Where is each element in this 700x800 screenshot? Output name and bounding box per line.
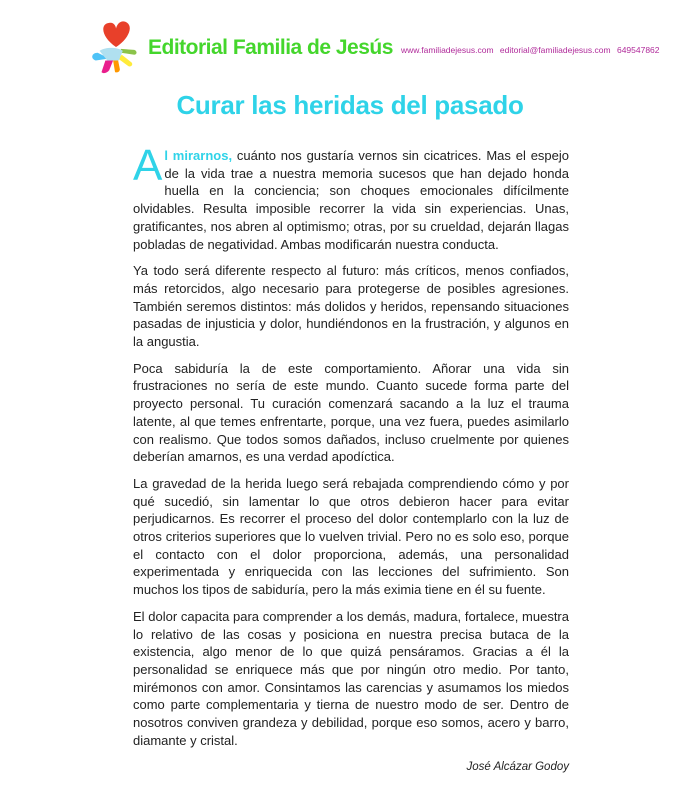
email-link[interactable]: editorial@familiadejesus.com: [499, 45, 611, 55]
phone-number: 649547862: [616, 45, 660, 55]
paragraph: El dolor capacita para comprender a los demás, madura, fortalece, muestra lo relativo de las cosas y posiciona en nuestra precisa butaca de la existencia, algo menor de lo que quizá pensáramos. Gracias a él la personalidad se enriquece más que por ningún otro medio. Por tanto, mirémonos con amor. Consintamos las carencias y asumamos los miedos como parte complementaria y tierna de nuestro modo de ser. Dentro de nosotros conviven grandeza y debilidad, porque eso somos, acero y barro, diamante y cristal.: [133, 608, 569, 748]
paragraph-text: cuánto nos gustaría vernos sin cicatrices. Mas el espejo de la vida trae a nuestra memoria sucesos que han dejado honda huella en la conciencia; son choques emocionales difícilmente olvidables. Resulta imposible recorrer la vida sin experiencias. Unas, gratificantes, nos abren al optimismo; otras, por su crueldad, dejarán llagas pobladas de negatividad. Ambas modificarán nuestra conducta.: [133, 148, 569, 252]
brand-name: Editorial Familia de Jesús: [148, 36, 393, 59]
dropcap: A: [133, 141, 163, 190]
logo-heart-hand-icon: [88, 18, 144, 74]
lead-words: l mirarnos,: [164, 148, 233, 163]
article-title: Curar las heridas del pasado: [176, 90, 524, 120]
paragraph: Poca sabiduría la de este comportamiento. Añorar una vida sin frustraciones no sería de este mundo. Cuanto sucede forma parte del proyecto personal. Tu curación comenzará sacando a la luz el trauma latente, al que temes enfrentarte, porque, una vez fuera, puedes asimilarlo con realismo. Que todos somos dañados, incluso cruelmente por quienes deberían amarnos, es una verdad apodíctica.: [133, 360, 569, 465]
paragraph: La gravedad de la herida luego será rebajada comprendiendo cómo y por qué sucedió, sin lamentar lo que otros debieron hacer para evitar perjudicarnos. Es recorrer el proceso del dolor contemplarlo con la luz de otros criterios superiores que lo vuelven trivial. Pero no es solo eso, porque el contacto con el dolor proporciona, además, una personalidad experimentada y enriquecida con las lecciones del sufrimiento. Son muchos los tipos de sabiduría, pero la más eximia tiene en él su fuente.: [133, 475, 569, 598]
paragraph: [133, 141, 569, 253]
paragraph: Ya todo será diferente respecto al futuro: más críticos, menos confiados, más retorcidos, algo necesario para protegerse de posibles agresiones. También seremos distintos: más dolidos y heridos, repensando situaciones pasadas de injusticia y dolor, hundiéndonos en la frustración, y algunos en la angustia.: [133, 263, 569, 350]
contact-info: [401, 45, 664, 55]
website-link[interactable]: www.familiadejesus.com: [400, 45, 494, 55]
header: [88, 18, 668, 74]
article-body: [133, 141, 569, 776]
author-signature: José Alcázar Godoy: [466, 760, 569, 773]
